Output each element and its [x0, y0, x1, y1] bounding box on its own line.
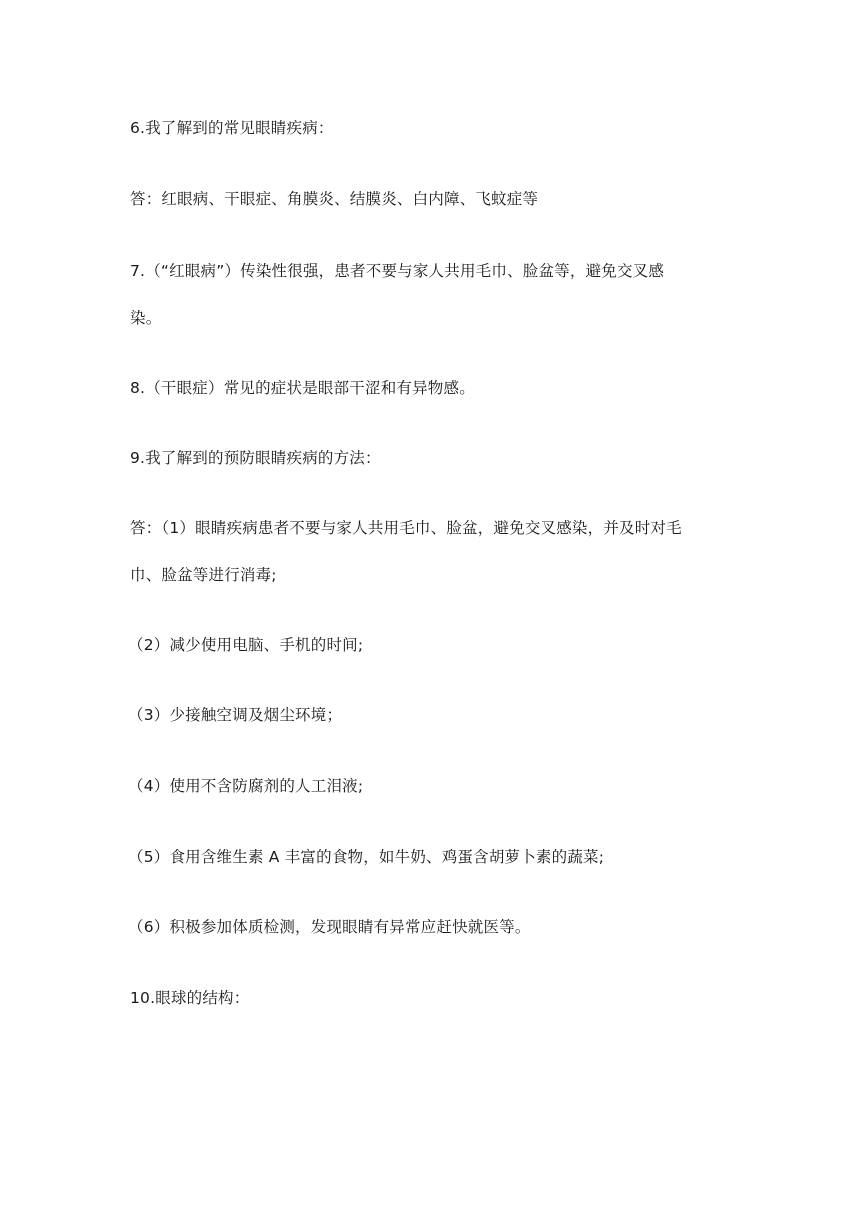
question-6: 6.我了解到的常见眼睛疾病： — [130, 119, 334, 137]
answer-9-item-3: （3）少接触空调及烟尘环境； — [128, 706, 343, 724]
answer-9-item-6: （6）积极参加体质检测，发现眼睛有异常应赶快就医等。 — [128, 918, 531, 936]
answer-9-item-1-line-1: 答：（1）眼睛疾病患者不要与家人共用毛巾、脸盆，避免交叉感染，并及时对毛 — [130, 519, 682, 537]
answer-9-item-4: （4）使用不含防腐剂的人工泪液; — [128, 777, 364, 795]
question-9: 9.我了解到的预防眼睛疾病的方法： — [130, 449, 381, 467]
answer-6: 答：红眼病、干眼症、角膜炎、结膜炎、白内障、飞蚊症等 — [130, 190, 539, 208]
answer-9-item-2: （2）减少使用电脑、手机的时间; — [128, 636, 364, 654]
question-10: 10.眼球的结构： — [130, 989, 250, 1007]
question-7-line-2: 染。 — [130, 309, 162, 327]
question-8: 8.（干眼症）常见的症状是眼部干涩和有异物感。 — [130, 379, 475, 397]
answer-9-item-5: （5）食用含维生素 A 丰富的食物，如牛奶、鸡蛋含胡萝卜素的蔬菜; — [128, 848, 605, 866]
question-7-line-1: 7.（“红眼病”）传染性很强，患者不要与家人共用毛巾、脸盆等，避免交叉感 — [130, 262, 665, 280]
answer-9-item-1-line-2: 巾、脸盆等进行消毒; — [130, 566, 277, 584]
